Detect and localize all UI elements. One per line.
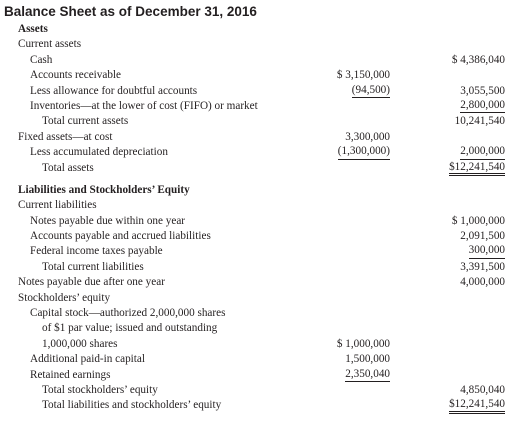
row-label: Total stockholders’ equity bbox=[42, 383, 158, 396]
row-label: Notes payable due within one year bbox=[30, 214, 186, 227]
row-label: Current liabilities bbox=[18, 199, 97, 212]
row-label: Assets bbox=[18, 23, 48, 35]
row-label: Notes payable due after one year bbox=[18, 276, 165, 289]
balance-sheet-row bbox=[0, 130, 529, 145]
second-amount-column: 2,800,000 bbox=[460, 99, 505, 113]
balance-sheet-row bbox=[0, 244, 529, 259]
row-label: Stockholders’ equity bbox=[18, 291, 111, 304]
first-amount-column: (1,300,000) bbox=[338, 145, 390, 159]
second-amount-column: 2,091,500 bbox=[460, 230, 505, 243]
row-label: Retained earnings bbox=[30, 368, 111, 381]
balance-sheet-row bbox=[0, 161, 529, 176]
row-label: Current assets bbox=[18, 38, 82, 51]
first-amount-column: $ 3,150,000 bbox=[336, 69, 390, 82]
first-amount-column: 1,500,000 bbox=[345, 353, 390, 366]
row-label: Less accumulated depreciation bbox=[30, 146, 168, 159]
row-label: Fixed assets—at cost bbox=[18, 130, 113, 143]
balance-sheet-row bbox=[0, 53, 529, 68]
balance-sheet-row bbox=[0, 145, 529, 160]
balance-sheet-row bbox=[0, 84, 529, 99]
second-amount-column: 2,000,000 bbox=[460, 145, 505, 159]
row-label: Capital stock—authorized 2,000,000 shares bbox=[30, 307, 226, 320]
first-amount-column: 2,350,040 bbox=[345, 368, 390, 382]
balance-sheet-row bbox=[0, 68, 529, 83]
balance-sheet-row bbox=[0, 37, 529, 52]
row-label: of $1 par value; issued and outstanding bbox=[42, 322, 218, 335]
second-amount-column: 3,391,500 bbox=[460, 260, 505, 273]
row-label: Inventories—at the lower of cost (FIFO) or market bbox=[30, 99, 258, 112]
balance-sheet-row bbox=[0, 260, 529, 275]
balance-sheet-row bbox=[0, 352, 529, 367]
balance-sheet-row bbox=[0, 275, 529, 290]
balance-sheet-row bbox=[0, 22, 529, 37]
row-label: 1,000,000 shares bbox=[42, 337, 118, 350]
row-label: Accounts receivable bbox=[30, 69, 122, 82]
first-amount-column: (94,500) bbox=[352, 84, 390, 98]
second-amount-column: 4,000,000 bbox=[460, 276, 505, 289]
balance-sheet-row bbox=[0, 198, 529, 213]
balance-sheet-row bbox=[0, 368, 529, 383]
second-amount-column: 300,000 bbox=[469, 244, 505, 258]
first-amount-column: $ 1,000,000 bbox=[336, 337, 390, 350]
second-amount-column: 10,241,540 bbox=[454, 115, 505, 128]
row-label: Less allowance for doubtful accounts bbox=[30, 84, 198, 97]
row-label: Accounts payable and accrued liabilities bbox=[30, 230, 211, 243]
balance-sheet-row bbox=[0, 183, 529, 198]
row-label: Total current assets bbox=[42, 115, 129, 128]
second-amount-column: $ 1,000,000 bbox=[451, 214, 505, 227]
row-label: Liabilities and Stockholders’ Equity bbox=[18, 183, 190, 196]
row-label: Federal income taxes payable bbox=[30, 245, 163, 258]
balance-sheet-row bbox=[0, 214, 529, 229]
balance-sheet-row bbox=[0, 321, 529, 336]
row-label: Additional paid-in capital bbox=[30, 353, 145, 366]
row-label: Total assets bbox=[42, 161, 94, 174]
second-amount-column: 4,850,040 bbox=[460, 383, 505, 396]
balance-sheet-row bbox=[0, 99, 529, 114]
second-amount-column: $ 4,386,040 bbox=[451, 53, 505, 66]
second-amount-column: $12,241,540 bbox=[449, 398, 505, 413]
balance-sheet-row bbox=[0, 383, 529, 398]
balance-sheet-row bbox=[0, 291, 529, 306]
second-amount-column: $12,241,540 bbox=[449, 161, 505, 176]
balance-sheet-rows bbox=[0, 22, 529, 414]
balance-sheet-row bbox=[0, 229, 529, 244]
balance-sheet-title: Balance Sheet as of December 31, 2016 bbox=[4, 4, 257, 19]
row-label: Total liabilities and stockholders’ equity bbox=[42, 399, 222, 412]
balance-sheet-row bbox=[0, 337, 529, 352]
balance-sheet-row bbox=[0, 398, 529, 413]
second-amount-column: 3,055,500 bbox=[460, 84, 505, 97]
balance-sheet-row bbox=[0, 114, 529, 129]
row-label: Cash bbox=[30, 53, 53, 66]
row-label: Total current liabilities bbox=[42, 260, 144, 273]
first-amount-column: 3,300,000 bbox=[345, 130, 390, 143]
balance-sheet-row bbox=[0, 306, 529, 321]
